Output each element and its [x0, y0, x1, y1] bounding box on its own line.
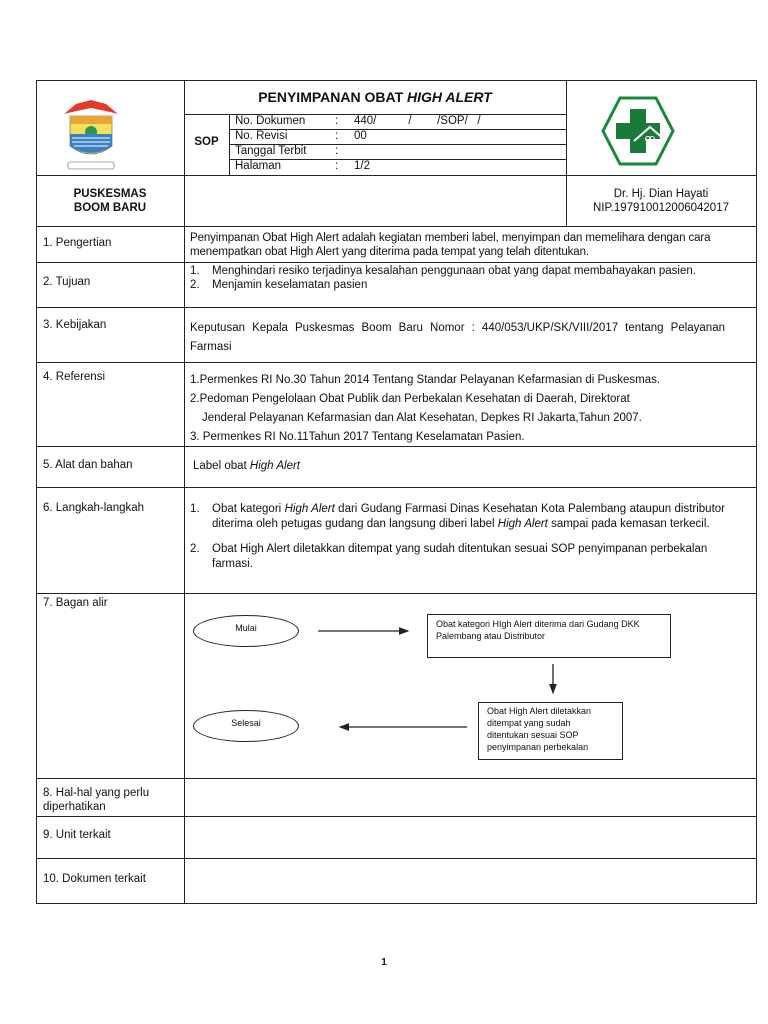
- section-label: 7. Bagan alir: [43, 597, 108, 609]
- colon: :: [335, 130, 339, 142]
- section-label: 5. Alat dan bahan: [43, 459, 133, 471]
- field-value: 440/ / /SOP/ /: [354, 115, 481, 127]
- section-label: 3. Kebijakan: [43, 319, 107, 331]
- list-item: Menghindari resiko terjadinya kesalahan penggunaan obat yang dapat membahayakan pasien.: [212, 265, 696, 277]
- field-value: 1/2: [354, 160, 370, 172]
- section-label: 1. Pengertian: [43, 237, 112, 249]
- section-label: 4. Referensi: [43, 371, 106, 383]
- sop-label: SOP: [194, 136, 219, 148]
- list-item: 1.Permenkes RI No.30 Tahun 2014 Tentang Standar Pelayanan Kefarmasian di Puskesmas.: [190, 374, 661, 386]
- field-label: No. Revisi: [235, 130, 288, 142]
- field-value: 00: [354, 130, 367, 142]
- section-text: Keputusan Kepala Puskesmas Boom Baru Nomor : 440/053/UKP/SK/VIII/2017 tentang Pelayanan Farmasi: [190, 322, 725, 353]
- list-item: Menjamin keselamatan pasien: [212, 279, 368, 291]
- flow-end: Selesai: [193, 710, 299, 742]
- section-label: 10. Dokumen terkait: [43, 873, 146, 885]
- section-label: 9. Unit terkait: [43, 829, 111, 841]
- signer-block: Dr. Hj. Dian Hayati NIP.197910012006042017: [592, 188, 729, 214]
- field-label: Tanggal Terbit: [235, 145, 307, 157]
- list-item: 3. Permenkes RI No.11Tahun 2017 Tentang Keselamatan Pasien.: [190, 431, 525, 443]
- list-item: Jenderal Pelayanan Kefarmasian dan Alat Kesehatan, Depkes RI Jakarta,Tahun 2007.: [202, 412, 642, 424]
- field-label: No. Dokumen: [235, 115, 306, 127]
- flow-start: Mulai: [193, 615, 299, 647]
- flow-box: Obat High Alert diletakkan ditempat yang sudah ditentukan sesuai SOP penyimpanan perbekalan: [478, 702, 623, 760]
- section-label: 2. Tujuan: [43, 276, 91, 288]
- section-list: 1. Obat kategori High Alert dari Gudang Farmasi Dinas Kesehatan Kota Palembang ataupun distributor diterima oleh petugas gudang dan langsung diberi label High Alert sampai pada kemasan terkecil. 2. Obat High Alert diletakkan ditempat yang sudah ditentukan sesuai SOP penyimpanan perbekalan farmasi.: [190, 503, 725, 570]
- section-label: 6. Langkah-langkah: [43, 502, 145, 514]
- section-list: 1. Menghindari resiko terjadinya kesalahan penggunaan obat yang dapat membahayakan pasien. 2. Menjamin keselamatan pasien: [190, 264, 725, 292]
- colon: :: [335, 145, 339, 157]
- org-name: PUSKESMAS BOOM BARU: [73, 188, 147, 214]
- document-title: PENYIMPANAN OBAT HIGH ALERT: [258, 89, 492, 105]
- section-label: 8. Hal-hal yang perlu diperhatikan: [43, 787, 150, 813]
- list-item: Obat High Alert diletakkan ditempat yang sudah ditentukan sesuai SOP penyimpanan perbekalan farmasi.: [212, 543, 708, 570]
- colon: :: [335, 115, 339, 127]
- list-item: 2.Pedoman Pengelolaan Obat Publik dan Perbekalan Kesehatan di Daerah, Direktorat: [190, 393, 630, 405]
- page-number: 1: [381, 957, 387, 968]
- section-text: Penyimpanan Obat High Alert adalah kegiatan memberi label, menyimpan dan memelihara dengan cara menempatkan obat High Alert yang diterima pada tempat yang telah ditentukan.: [190, 232, 711, 258]
- list-item: Obat kategori High Alert dari Gudang Farmasi Dinas Kesehatan Kota Palembang ataupun distributor diterima oleh petugas gudang dan langsung diberi label High Alert sampai pada kemasan terkecil.: [212, 503, 725, 530]
- section-text: Label obat High Alert: [193, 460, 300, 472]
- flow-box: Obat kategori HIgh Alert diterima dari Gudang DKK Palembang atau Distributor: [427, 614, 671, 658]
- colon: :: [335, 160, 339, 172]
- field-label: Halaman: [235, 160, 282, 172]
